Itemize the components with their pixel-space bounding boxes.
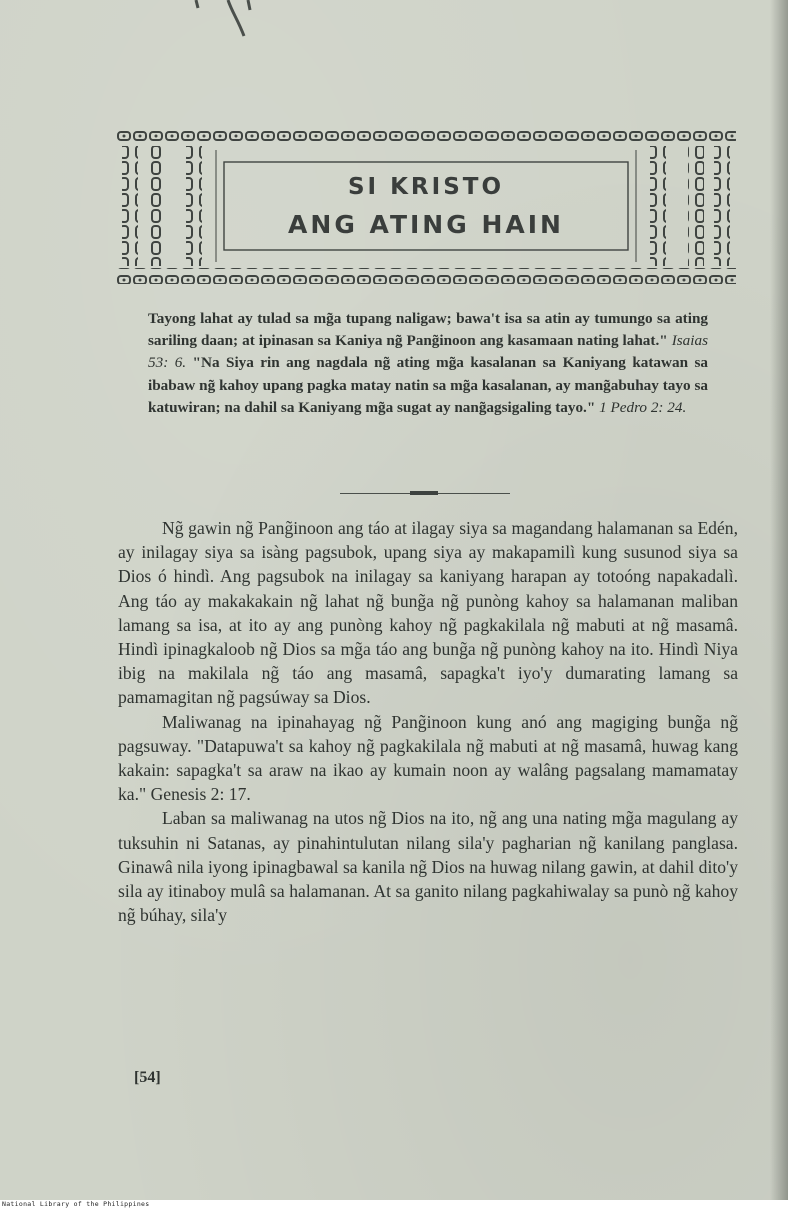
page-number: [54] [134, 1069, 161, 1086]
epigraph-text-2: "Na Siya rin ang nagdala ng̃ ating mg̃a kasalanan sa Kaniyang katawan sa ibabaw ng̃ kahoy upang pagka matay natin sa mg̃a kasalanan, ay mang̃abuhay tayo sa katuwiran; na dahil sa Kaniyang mg̃a sugat ay nang̃agsigaling tayo." [148, 354, 708, 416]
title-ornament-frame [116, 128, 736, 284]
title-line-2: ANG ATING HAIN [288, 210, 564, 239]
paragraph: Maliwanag na ipinahayag ng̃ Pang̃inoon kung anó ang magiging bung̃a ng̃ pagsuway. "Datapuwa't sa kahoy ng̃ pagkakilala ng̃ mabuti at ng̃ masamâ, huwag kang kakain: sapagka't sa araw na ikao ay kumain noon ay walâng pagsalang mamamatay ka." Genesis 2: 17. [118, 711, 738, 805]
epigraph-citation-2: 1 Pedro 2: 24. [599, 398, 687, 416]
title-line-1: SI KRISTO [347, 174, 505, 200]
library-footer: National Library of the Philippines [2, 1200, 150, 1208]
paragraph: Laban sa maliwanag na utos ng̃ Dios na ito, ng̃ ang una nating mg̃a magulang ay tuksuhin ni Satanas, ay pinahintulutan nilang sila'y pagharian ng̃ kanilang panglasa. Ginawâ nila iyong ipinagbawal sa kanila ng̃ Dios na huwag nilang gawin, at dahil dito'y sila ay itinaboy mulâ sa halamanan. At sa ganito nilang pagkahiwalay sa punò ng̃ kahoy ng̃ búhay, sila'y [118, 808, 738, 926]
section-divider-ornament [410, 491, 438, 495]
body-text [118, 516, 738, 927]
paragraph: Ng̃ gawin ng̃ Pang̃inoon ang táo at ilagay siya sa magandang halamanan sa Edén, ay inilagay siya sa isàng pagsubok, upang siya ay makapamilì kung susunod siya sa Dios ó hindì. Ang pagsubok na inilagay sa kaniyang harapan ay totoóng napakadalì. Ang táo ay makakakain ng̃ lahat ng̃ bung̃a ng̃ punòng kahoy sa halamanan maliban lamang sa isa, at ito ay ang punòng kahoy ng̃ pagkakilala ng̃ mabuti at ng̃ masamâ. Hindì ipinagkaloob ng̃ Dios sa mg̃a táo ang bung̃a ng̃ punòng kahoy na ito. Hindì Niya ibig na makilala ng̃ táo ang masamâ, sapagka't iyo'y dumarating lamang sa pamamagitan ng̃ pagsúway sa Dios. [118, 518, 738, 708]
page-edge-shadow [770, 0, 788, 1200]
epigraph-text: Tayong lahat ay tulad sa mg̃a tupang naligaw; bawa't isa sa atin ay tumungo sa ating sariling daan; at ipinasan sa Kaniya ng̃ Pang̃inoon ang kasamaan nating lahat." [148, 310, 708, 350]
epigraph [148, 308, 708, 419]
epigraph-citation-1: Isaias 53: 6. [148, 332, 708, 372]
ink-mark-icon [188, 0, 268, 40]
